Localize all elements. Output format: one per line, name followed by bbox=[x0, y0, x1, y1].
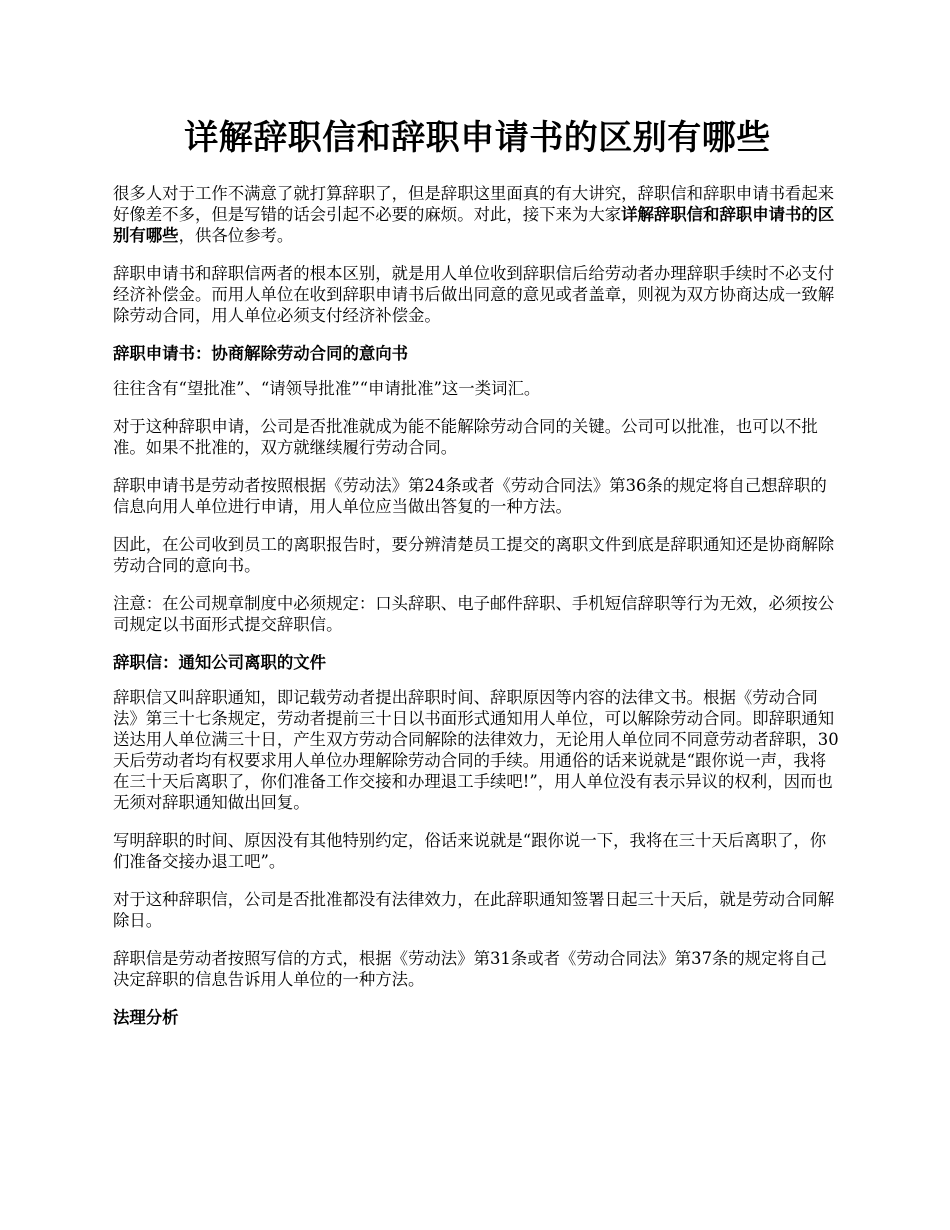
application-approval-paragraph: 对于这种辞职申请，公司是否批准就成为能不能解除劳动合同的关键。公司可以批准，也可以不批准。如果不批准的，双方就继续履行劳动合同。 bbox=[113, 417, 818, 457]
letter-time-paragraph: 写明辞职的时间、原因没有其他特别约定，俗话来说就是“跟你说一下，我将在三十天后离职了，你们准备交接办退工吧”。 bbox=[113, 831, 827, 871]
heading-resignation-letter: 辞职信：通知公司离职的文件 bbox=[113, 653, 327, 672]
application-words-paragraph: 往往含有“望批准”、“请领导批准”“申请批准”这一类词汇。 bbox=[113, 379, 541, 398]
heading-legal-analysis: 法理分析 bbox=[113, 1008, 179, 1027]
intro-paragraph bbox=[113, 183, 842, 246]
intro-text-after: ，供各位参考。 bbox=[178, 226, 294, 245]
heading-resignation-application: 辞职申请书：协商解除劳动合同的意向书 bbox=[113, 344, 409, 363]
letter-effect-paragraph: 对于这种辞职信，公司是否批准都没有法律效力，在此辞职通知签署日起三十天后，就是劳动合同解除日。 bbox=[113, 890, 835, 930]
application-note-paragraph: 注意：在公司规章制度中必须规定：口头辞职、电子邮件辞职、手机短信辞职等行为无效，必须按公司规定以书面形式提交辞职信。 bbox=[113, 594, 835, 634]
intro-text-bold: 详解辞职信和辞职申请书的区别有哪些 bbox=[113, 205, 835, 245]
difference-paragraph: 辞职申请书和辞职信两者的根本区别，就是用人单位收到辞职信后给劳动者办理辞职手续时不必支付经济补偿金。而用人单位在收到辞职申请书后做出同意的意见或者盖章，则视为双方协商达成一致解除劳动合同，用人单位必须支付经济补偿金。 bbox=[113, 264, 835, 325]
letter-law-paragraph: 辞职信是劳动者按照写信的方式，根据《劳动法》第31条或者《劳动合同法》第37条的规定将自己决定辞职的信息告诉用人单位的一种方法。 bbox=[113, 949, 827, 989]
application-distinguish-paragraph: 因此，在公司收到员工的离职报告时，要分辨清楚员工提交的离职文件到底是辞职通知还是协商解除劳动合同的意向书。 bbox=[113, 535, 835, 575]
document-title: 详解辞职信和辞职申请书的区别有哪些 bbox=[184, 118, 771, 158]
application-law-paragraph: 辞职申请书是劳动者按照根据《劳动法》第24条或者《劳动合同法》第36条的规定将自己想辞职的信息向用人单位进行申请，用人单位应当做出答复的一种方法。 bbox=[113, 476, 827, 516]
letter-definition-paragraph: 辞职信又叫辞职通知，即记载劳动者提出辞职时间、辞职原因等内容的法律文书。根据《劳动合同法》第三十七条规定，劳动者提前三十日以书面形式通知用人单位，可以解除劳动合同。即辞职通知送达用人单位满三十日，产生双方劳动合同解除的法律效力，无论用人单位同不同意劳动者辞职，30天后劳动者均有权要求用人单位办理解除劳动合同的手续。用通俗的话来说就是“跟你说一声，我将在三十天后离职了，你们准备工作交接和办理退工手续吧!”，用人单位没有表示异议的权利，因而也无须对辞职通知做出回复。 bbox=[113, 688, 839, 812]
intro-text-before: 很多人对于工作不满意了就打算辞职了，但是辞职这里面真的有大讲究，辞职信和辞职申请书看起来好像差不多，但是写错的话会引起不必要的麻烦。对此，接下来为大家 bbox=[113, 184, 835, 224]
